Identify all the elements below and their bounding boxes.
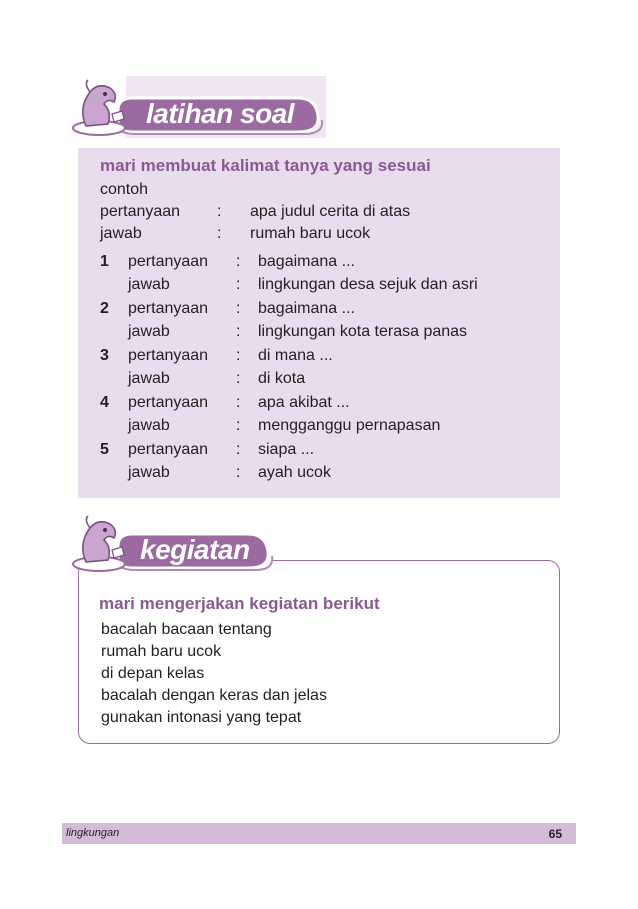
item-answer: di kota	[258, 370, 306, 387]
item-question-label: pertanyaan	[128, 347, 209, 364]
item-answer-label: jawab	[128, 276, 170, 293]
item-question-label: pertanyaan	[128, 300, 209, 317]
item-question: apa akibat ...	[258, 394, 350, 411]
item-answer: lingkungan desa sejuk dan asri	[258, 276, 478, 293]
kegiatan-panel	[78, 560, 560, 744]
item-answer-label: jawab	[128, 323, 170, 340]
dolphin-mascot-icon	[68, 78, 130, 136]
item-question-separator: :	[236, 347, 241, 364]
kegiatan-heading: mari mengerjakan kegiatan berikut	[99, 594, 380, 613]
kegiatan-line: bacalah bacaan tentang	[101, 621, 272, 638]
kegiatan-line: gunakan intonasi yang tepat	[101, 709, 302, 726]
item-answer-separator: :	[236, 417, 241, 434]
item-question-separator: :	[236, 441, 241, 458]
item-question-separator: :	[236, 394, 241, 411]
item-answer-separator: :	[236, 464, 241, 481]
kegiatan-line: rumah baru ucok	[101, 643, 222, 660]
latihan-soal-title: latihan soal	[146, 98, 295, 129]
example-answer-separator: :	[217, 225, 222, 242]
item-answer-label: jawab	[128, 417, 170, 434]
kegiatan-badge	[66, 512, 276, 574]
item-question-separator: :	[236, 300, 241, 317]
item-answer-separator: :	[236, 370, 241, 387]
item-number: 5	[100, 441, 109, 458]
kegiatan-line: bacalah dengan keras dan jelas	[101, 687, 327, 704]
item-answer-separator: :	[236, 323, 241, 340]
item-question: bagaimana ...	[258, 253, 355, 270]
item-number: 1	[100, 253, 109, 270]
example-question: apa judul cerita di atas	[250, 203, 411, 220]
book-icon	[112, 547, 124, 558]
item-answer: lingkungan kota terasa panas	[258, 323, 468, 340]
item-question: siapa ...	[258, 441, 315, 458]
example-label: contoh	[100, 181, 149, 198]
item-question: bagaimana ...	[258, 300, 355, 317]
kegiatan-title: kegiatan	[140, 534, 250, 565]
item-question-separator: :	[236, 253, 241, 270]
book-icon	[112, 111, 124, 122]
example-question-separator: :	[217, 203, 222, 220]
item-question-label: pertanyaan	[128, 441, 209, 458]
item-question-label: pertanyaan	[128, 253, 209, 270]
latihan-soal-panel	[78, 148, 560, 498]
kegiatan-line: di depan kelas	[101, 665, 205, 682]
item-answer: ayah ucok	[258, 464, 331, 481]
footer-label: lingkungan	[66, 827, 120, 839]
dolphin-mascot-icon	[68, 514, 130, 572]
page-number: 65	[548, 827, 562, 841]
item-answer-label: jawab	[128, 370, 170, 387]
example-question-label: pertanyaan	[100, 203, 181, 220]
example-answer-label: jawab	[100, 225, 142, 242]
latihan-soal-badge	[66, 76, 328, 138]
item-question: di mana ...	[258, 347, 333, 364]
item-number: 4	[100, 394, 109, 411]
item-question-label: pertanyaan	[128, 394, 209, 411]
item-answer-label: jawab	[128, 464, 170, 481]
item-number: 3	[100, 347, 109, 364]
page-footer	[62, 823, 576, 844]
item-answer: mengganggu pernapasan	[258, 417, 441, 434]
item-answer-separator: :	[236, 276, 241, 293]
latihan-heading: mari membuat kalimat tanya yang sesuai	[100, 156, 431, 175]
example-answer: rumah baru ucok	[250, 225, 371, 242]
item-number: 2	[100, 300, 109, 317]
